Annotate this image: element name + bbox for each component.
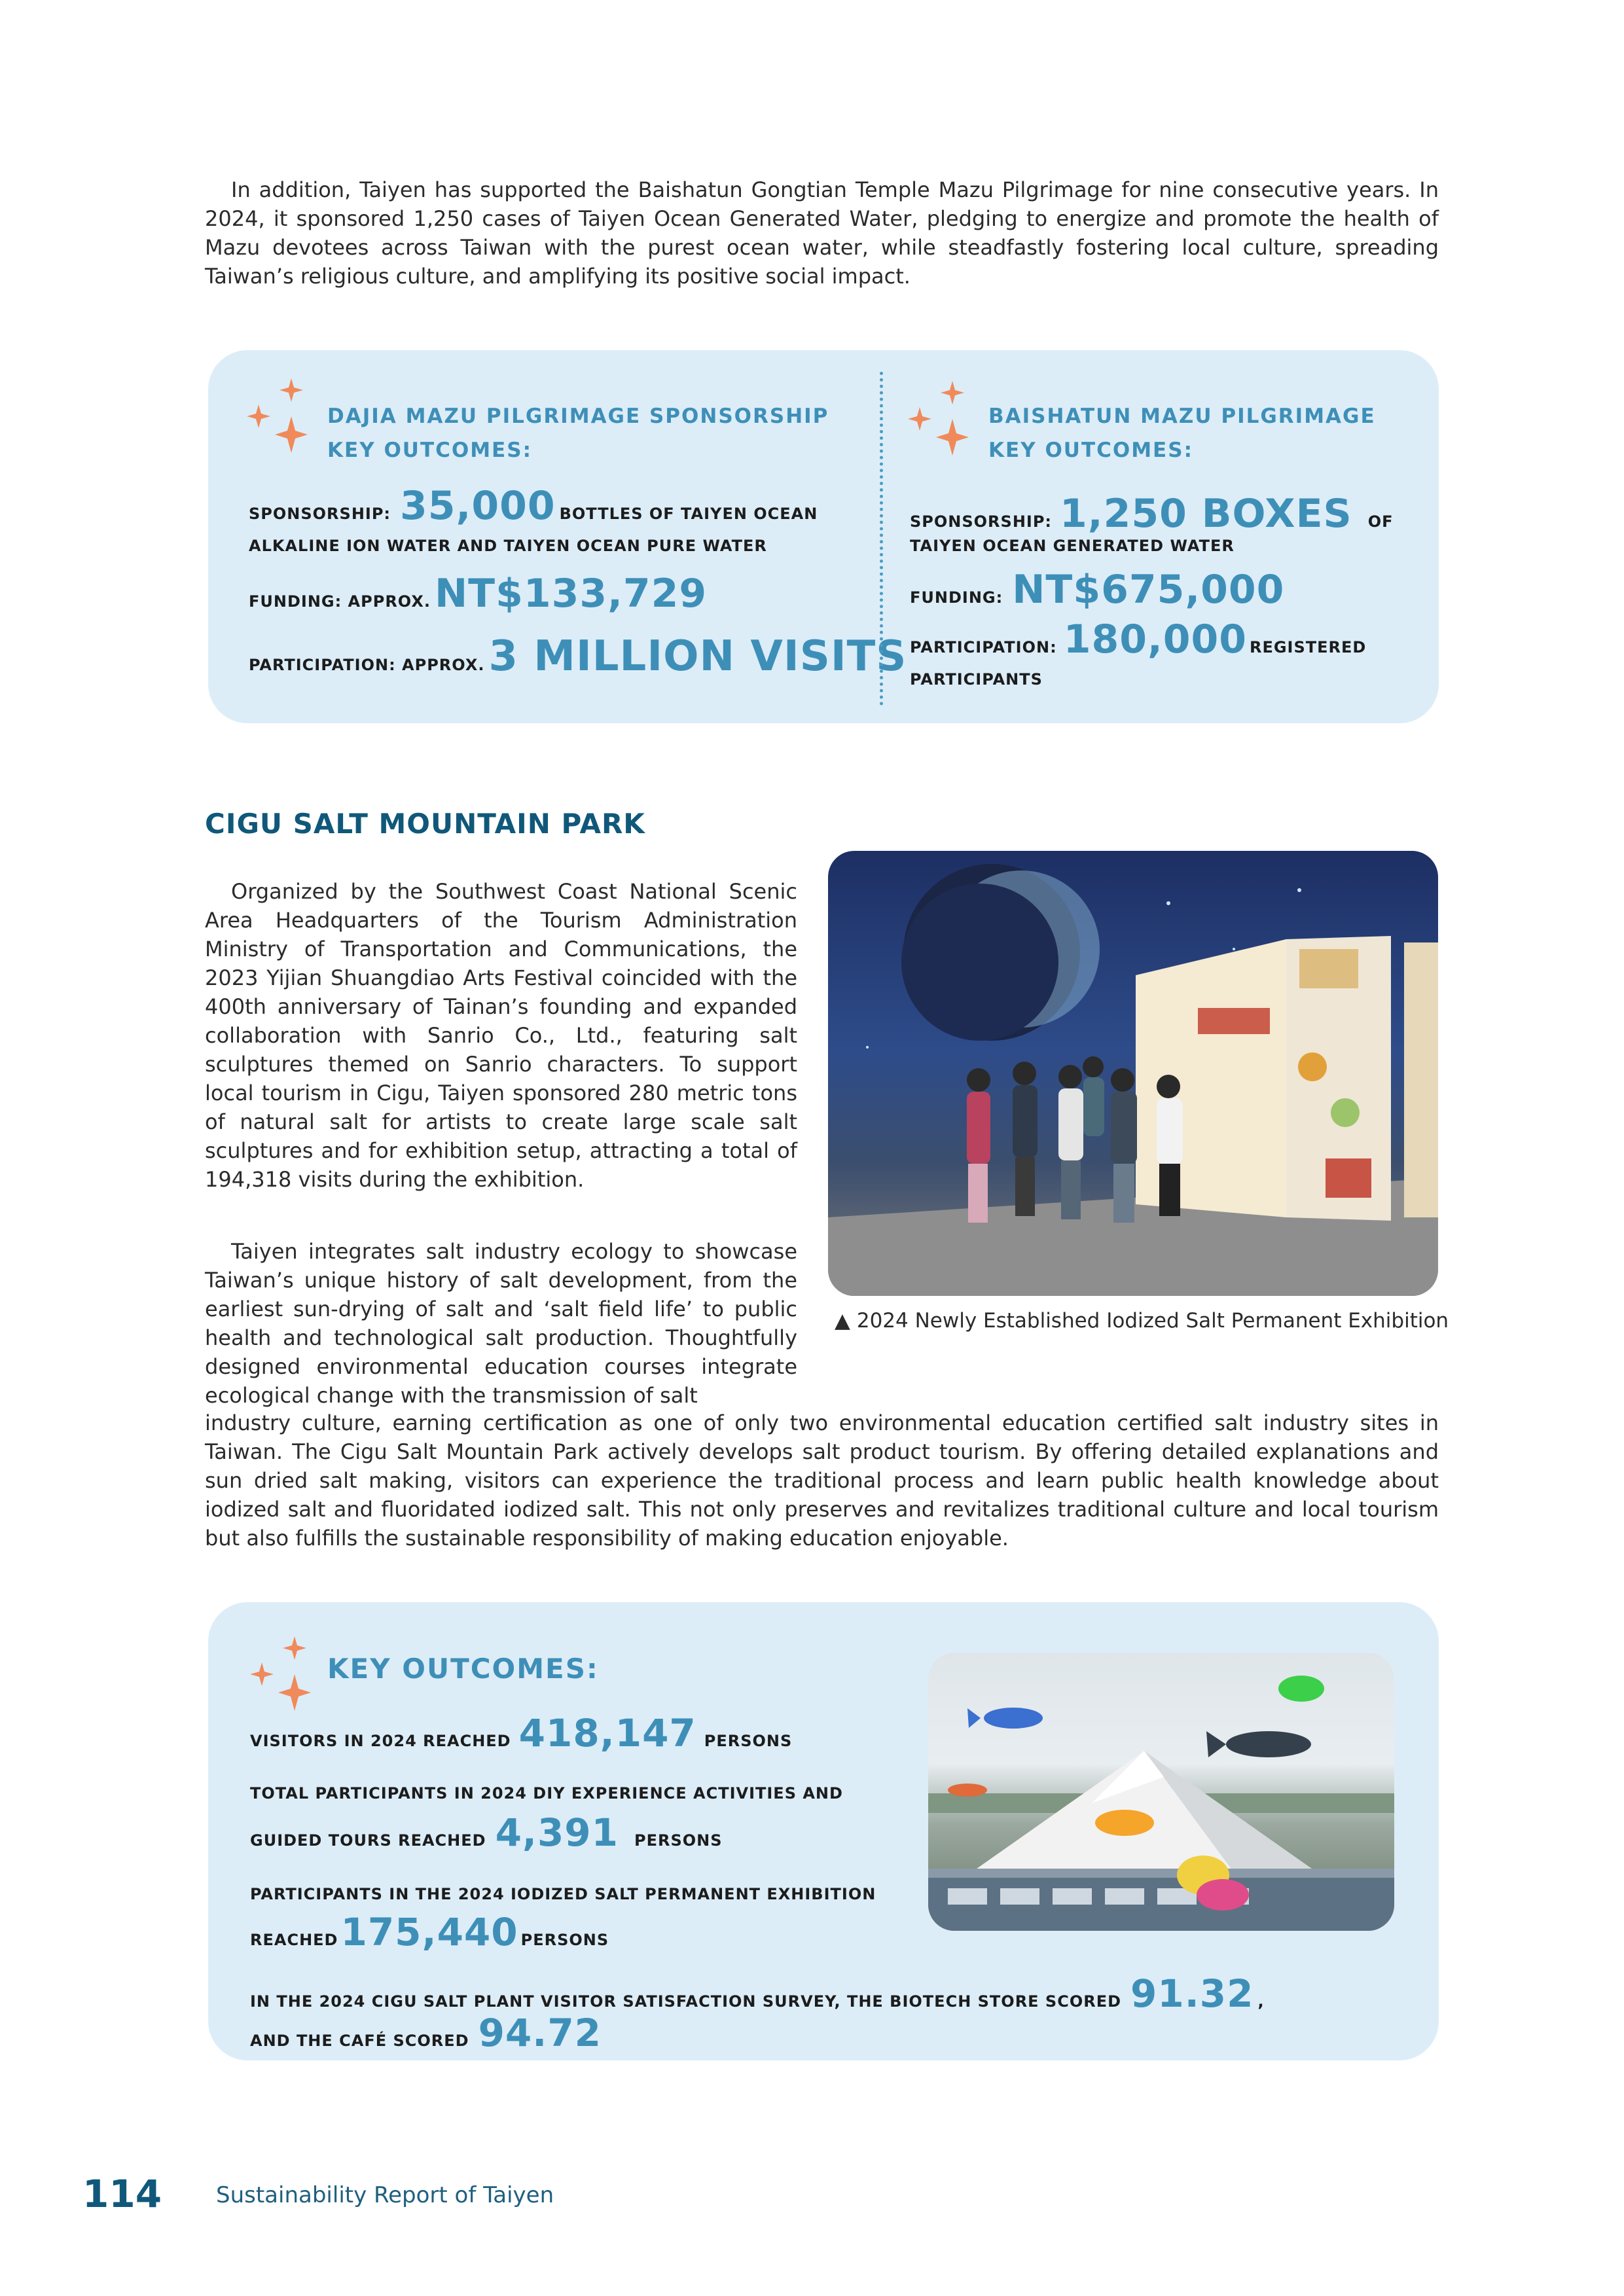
diy-row <box>250 1810 723 1855</box>
baishatun-funding-row <box>910 567 1284 613</box>
baishatun-sponsorship-row <box>910 491 1394 537</box>
dajia-title: DAJIA MAZU PILGRIMAGE SPONSORSHIP KEY OUTCOMES: <box>327 404 829 462</box>
section-title-cigu: CIGU SALT MOUNTAIN PARK <box>205 808 645 840</box>
baishatun-funding-label: FUNDING: <box>910 588 1003 607</box>
dajia-funding-value: NT$133,729 <box>434 571 708 617</box>
survey-cafe-row <box>250 2011 602 2055</box>
baishatun-participation-line2: PARTICIPANTS <box>910 670 1043 689</box>
diy-value: 4,391 <box>495 1810 619 1855</box>
sparkle-icon <box>249 1636 311 1712</box>
dajia-participation-row <box>249 632 907 681</box>
dajia-sponsorship-line2: ALKALINE ION WATER AND TAIYEN OCEAN PURE WATER <box>249 537 767 555</box>
visitors-value: 418,147 <box>518 1711 696 1755</box>
report-title: Sustainability Report of Taiyen <box>216 2182 554 2208</box>
diy-line1: TOTAL PARTICIPANTS IN 2024 DIY EXPERIENCE ACTIVITIES AND <box>250 1784 843 1803</box>
exhibit-value: 175,440 <box>340 1910 518 1954</box>
salt-mountain-illustration <box>928 1653 1394 1931</box>
cigu-paragraph-1: Organized by the Southwest Coast National Scenic Area Headquarters of the Tourism Administration Ministry of Transportation and Communications, the 2023 Yijian Shuangdiao Arts Festival coincided with the 400th anniversary of Tainan’s founding and expanded collaboration with Sanrio Co., Ltd., featuring salt sculptures themed on Sanrio characters. To support local tourism in Cigu, Taiyen sponsored 280 metric tons of natural salt for artists to create large scale salt sculptures and for exhibition setup, attracting a total of 194,318 visits during the exhibition. <box>205 879 797 1192</box>
dajia-funding-label: FUNDING: APPROX. <box>249 592 431 611</box>
diy-unit: PERSONS <box>634 1831 723 1850</box>
dajia-sponsorship-value: 35,000 <box>400 483 556 529</box>
dajia-sponsorship-tail: BOTTLES OF TAIYEN OCEAN <box>559 505 818 523</box>
dajia-funding-row <box>249 571 707 617</box>
diy-label: GUIDED TOURS REACHED <box>250 1831 486 1850</box>
survey-cafe-value: 94.72 <box>478 2011 602 2055</box>
baishatun-participation-tail: REGISTERED <box>1249 638 1367 656</box>
survey-cafe-label: AND THE CAFÉ SCORED <box>250 2032 469 2050</box>
survey-label: IN THE 2024 CIGU SALT PLANT VISITOR SATISFACTION SURVEY, THE BIOTECH STORE SCORED <box>250 1992 1122 2011</box>
exhibit-unit: PERSONS <box>520 1931 609 1949</box>
baishatun-funding-value: NT$675,000 <box>1012 567 1285 613</box>
intro-paragraph: In addition, Taiyen has supported the Baishatun Gongtian Temple Mazu Pilgrimage for nine consecutive years. In 2024, it sponsored 1,250 cases of Taiyen Ocean Generated Water, pledging to energize and promote the health of Mazu devotees across Taiwan with the purest ocean water, while steadfastly fostering local culture, spreading Taiwan’s religious culture, and amplifying its positive social impact. <box>205 177 1439 289</box>
baishatun-participation-label: PARTICIPATION: <box>910 638 1057 656</box>
survey-comma: , <box>1257 1992 1265 2011</box>
dajia-participation-label: PARTICIPATION: APPROX. <box>249 656 485 674</box>
baishatun-participation-row <box>910 617 1366 662</box>
key-outcomes-title: KEY OUTCOMES: <box>327 1653 599 1685</box>
baishatun-sponsorship-value: 1,250 BOXES <box>1060 491 1352 537</box>
page-number: 114 <box>82 2172 162 2216</box>
exhibit-row <box>250 1910 609 1954</box>
exhibition-illustration <box>828 851 1438 1296</box>
salt-mountain-photo <box>928 1653 1394 1931</box>
exhibit-label: REACHED <box>250 1931 338 1949</box>
photo-caption-text: 2024 Newly Established Iodized Salt Permanent Exhibition <box>856 1309 1449 1333</box>
survey-store-value: 91.32 <box>1130 1971 1254 2016</box>
dajia-sponsorship-row <box>249 483 818 529</box>
triangle-up-icon: ▲ <box>835 1309 850 1333</box>
sparkle-icon <box>907 381 969 456</box>
cigu-paragraph-2-narrow: Taiyen integrates salt industry ecology to showcase Taiwan’s unique history of salt development, from the earliest sun-drying of salt and ‘salt field life’ to public health and technological salt production. Thoughtfully designed environmental education courses integrate ecological change with the transmission of salt <box>205 1239 797 1408</box>
baishatun-title: BAISHATUN MAZU PILGRIMAGE KEY OUTCOMES: <box>988 404 1376 462</box>
survey-row <box>250 1971 1265 2016</box>
cigu-paragraph-2-wide: industry culture, earning certification as one of only two environmental education certified salt industry sites in Taiwan. The Cigu Salt Mountain Park actively develops salt product tourism. By offering detailed explanations and sun dried salt making, visitors can experience the traditional process and learn public health knowledge about iodized salt and fluoridated iodized salt. This not only preserves and revitalizes traditional culture and local tourism but also fulfills the sustainable responsibility of making education enjoyable. <box>205 1410 1439 1551</box>
visitors-row <box>250 1711 792 1755</box>
baishatun-sponsorship-label: SPONSORSHIP: <box>910 512 1053 531</box>
exhibition-photo <box>828 851 1438 1296</box>
baishatun-sponsorship-line2: TAIYEN OCEAN GENERATED WATER <box>910 537 1235 555</box>
baishatun-participation-value: 180,000 <box>1063 617 1247 662</box>
sparkle-icon <box>245 378 308 454</box>
box-divider <box>880 372 883 706</box>
photo-caption <box>835 1309 1449 1333</box>
visitors-label: VISITORS IN 2024 REACHED <box>250 1732 511 1750</box>
visitors-unit: PERSONS <box>704 1732 793 1750</box>
dajia-participation-value: 3 MILLION VISITS <box>488 632 907 681</box>
exhibit-line1: PARTICIPANTS IN THE 2024 IODIZED SALT PERMANENT EXHIBITION <box>250 1885 876 1903</box>
dajia-sponsorship-label: SPONSORSHIP: <box>249 505 391 523</box>
baishatun-sponsorship-tail: OF <box>1367 512 1394 531</box>
